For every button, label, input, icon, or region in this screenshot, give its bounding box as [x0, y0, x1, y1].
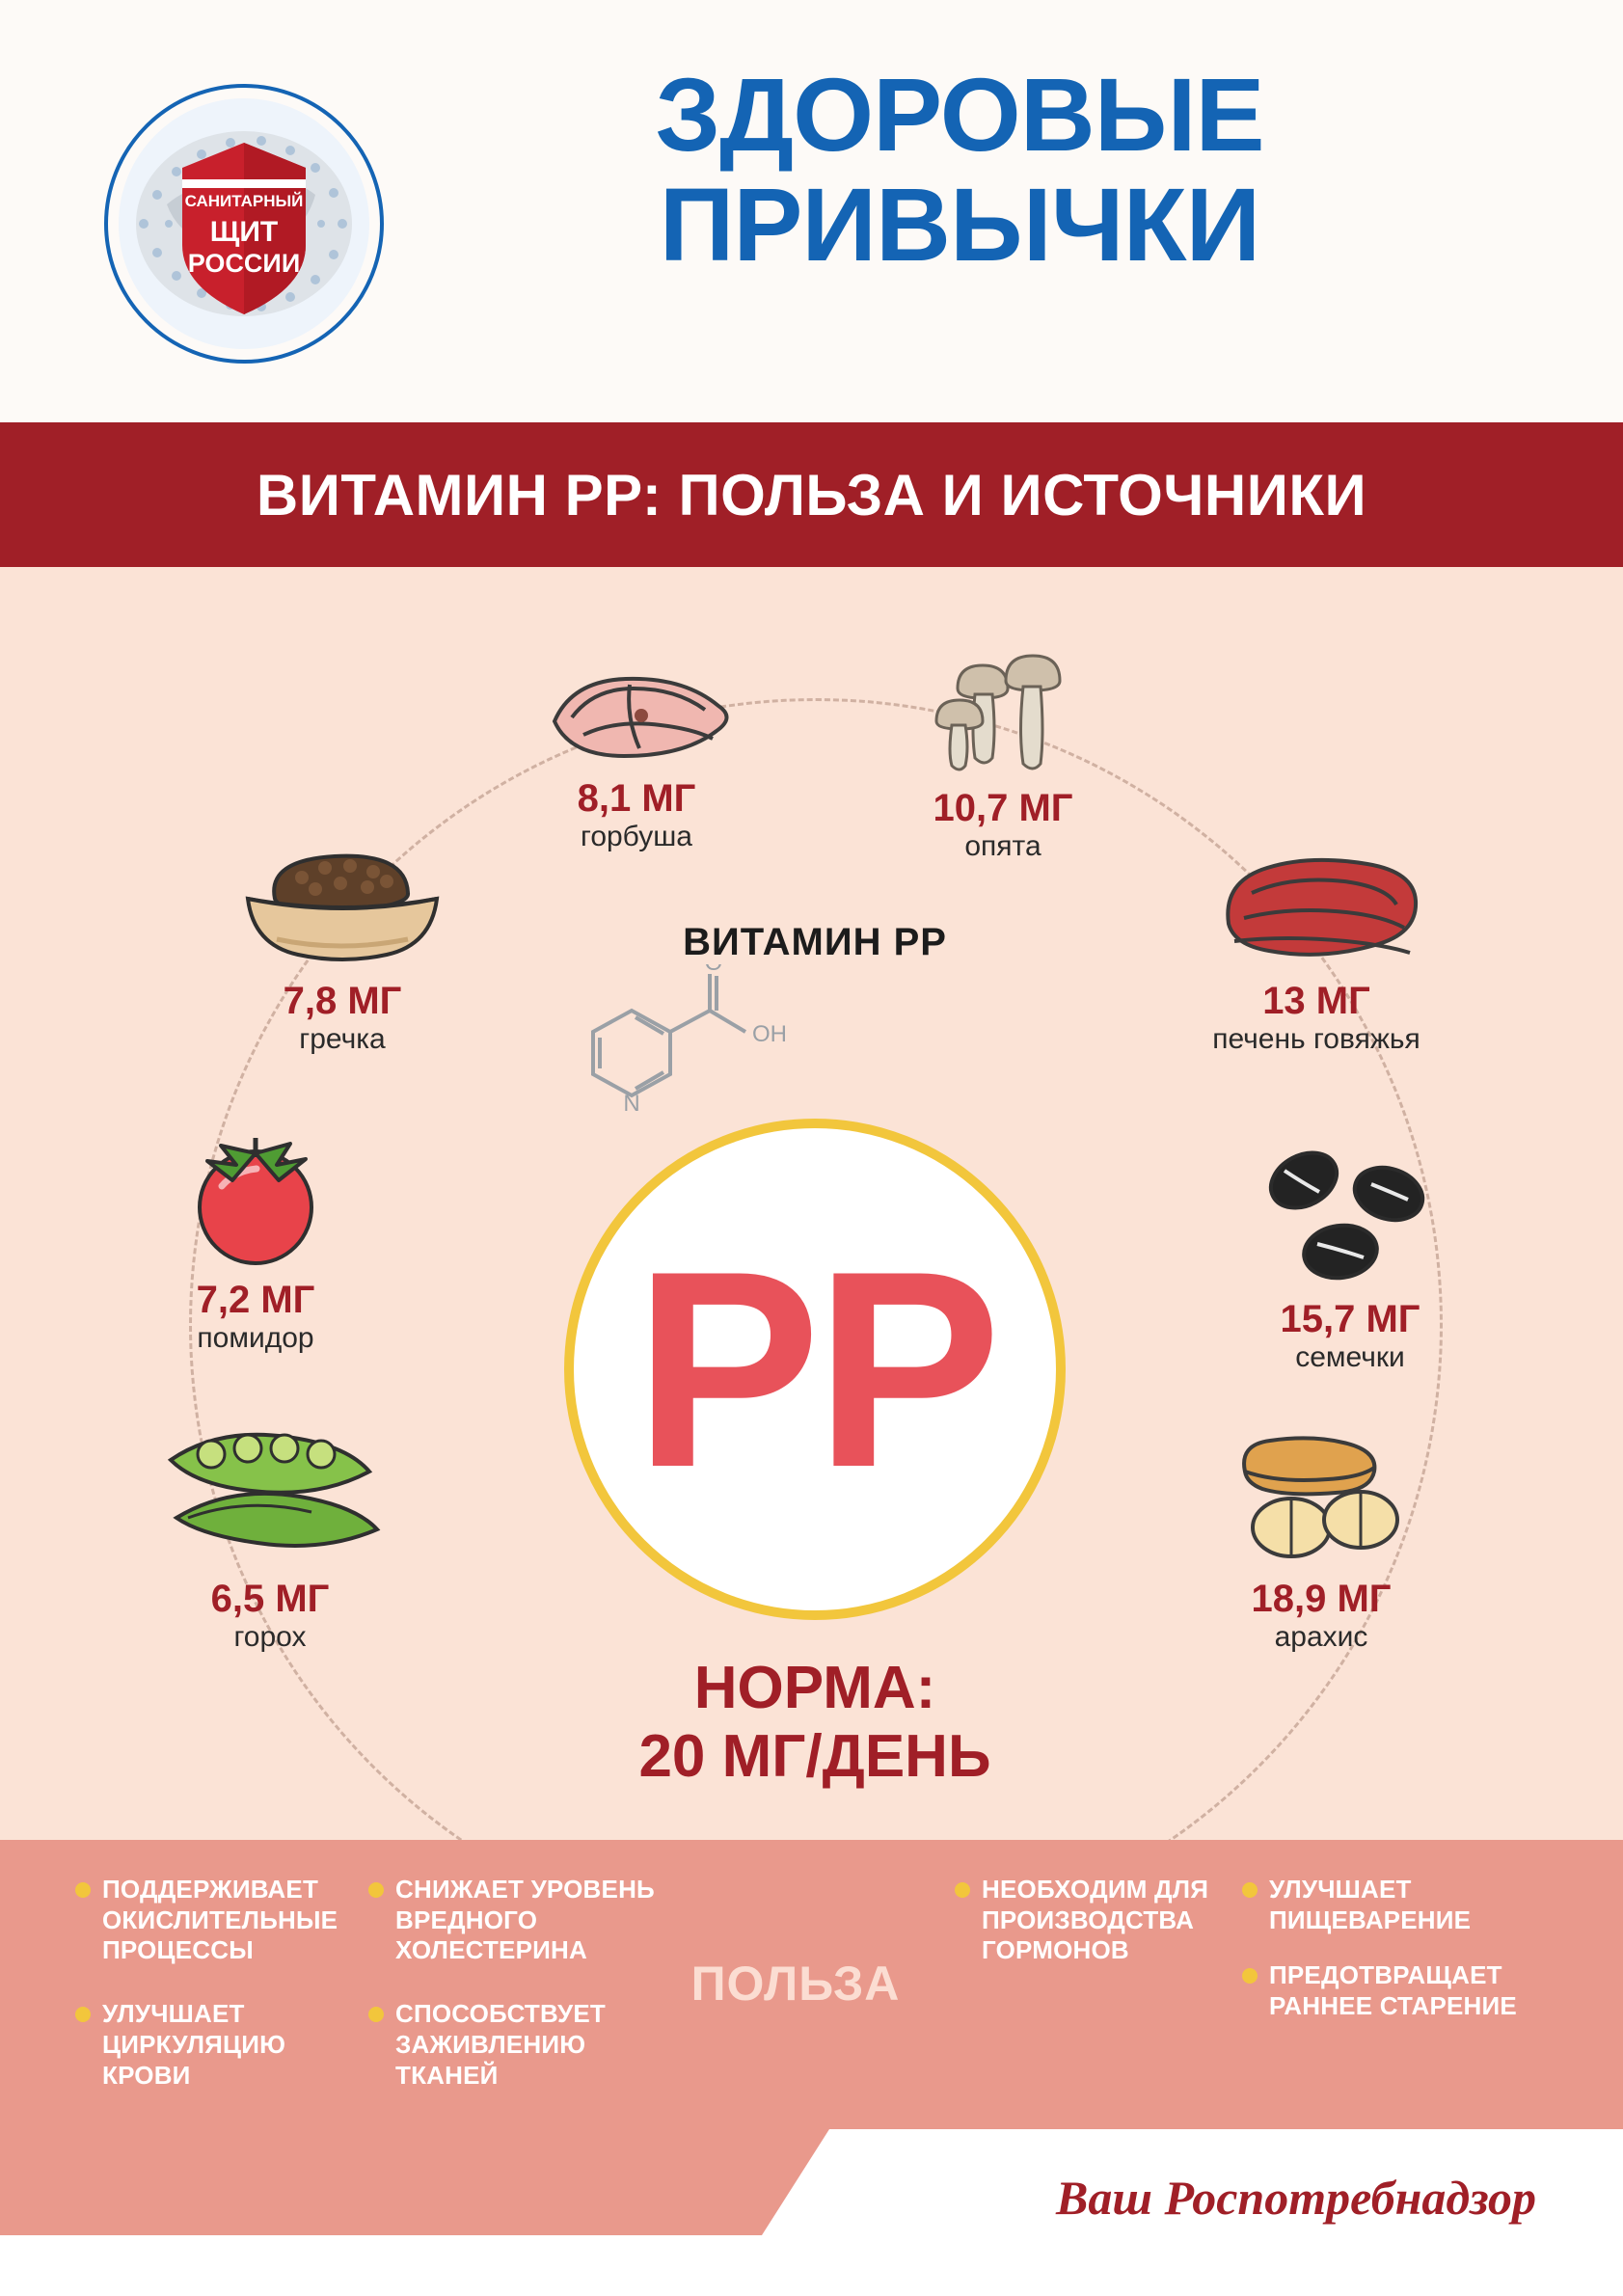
- food-item-name: горох: [233, 1621, 307, 1653]
- food-item-name: арахис: [1274, 1621, 1368, 1653]
- peas-pod-icon: [149, 1418, 391, 1572]
- benefits-column-2: [368, 1875, 658, 2112]
- benefit-text: УЛУЧШАЕТ ПИЩЕВАРЕНИЕ: [1269, 1875, 1472, 1934]
- poster-footer: [0, 2129, 1623, 2296]
- food-item-value: 6,5 МГ: [210, 1578, 330, 1620]
- food-item-value: 10,7 МГ: [933, 787, 1073, 829]
- food-item-peanuts: [1148, 1427, 1495, 1655]
- benefits-title: ПОЛЬЗА: [690, 1957, 901, 2011]
- logo-line1: САНИТАРНЫЙ: [184, 192, 304, 210]
- sunflower-seeds-icon: [1244, 1138, 1456, 1292]
- food-item-peas: [106, 1418, 434, 1655]
- benefit-item: [368, 1875, 658, 1966]
- food-item-value: 8,1 МГ: [577, 777, 696, 820]
- food-item-name: горбуша: [581, 821, 692, 852]
- page-title: [405, 56, 1514, 284]
- benefit-text: НЕОБХОДИМ ДЛЯ ПРОИЗВОДСТВА ГОРМОНОВ: [982, 1875, 1209, 1965]
- footer-accent-shape: [0, 2129, 829, 2235]
- benefit-item: [75, 1875, 345, 1966]
- salmon-steak-icon: [526, 665, 747, 771]
- sanitary-shield-logo: [99, 79, 389, 368]
- food-item-value: 13 МГ: [1262, 980, 1370, 1022]
- food-item-sunflower-seeds: [1191, 1138, 1509, 1375]
- food-item-name: помидор: [197, 1322, 314, 1354]
- bullet-dot-icon: [368, 1882, 384, 1898]
- footer-signature: Ваш Роспотребнадзор: [1055, 2171, 1536, 2225]
- food-item-salmon: [482, 665, 791, 854]
- food-item-name: семечки: [1295, 1341, 1405, 1373]
- food-item-buckwheat: [178, 839, 506, 1057]
- food-item-value: 15,7 МГ: [1280, 1298, 1420, 1340]
- bullet-dot-icon: [75, 2007, 91, 2022]
- vitamin-label: ВИТАМИН РР: [683, 921, 947, 963]
- vitamin-pp-symbol: PP: [634, 1213, 996, 1526]
- molecule-atom-n: N: [623, 1091, 640, 1117]
- bullet-dot-icon: [955, 1882, 970, 1898]
- bullet-dot-icon: [75, 1882, 91, 1898]
- benefit-item: [1242, 1960, 1551, 2021]
- logo-line3: РОССИИ: [187, 249, 301, 278]
- bullet-dot-icon: [1242, 1968, 1258, 1984]
- benefits-column-3: [955, 1875, 1225, 1987]
- food-item-name: опята: [964, 830, 1041, 862]
- benefit-text: ПРЕДОТВРАЩАЕТ РАННЕЕ СТАРЕНИЕ: [1269, 1960, 1517, 2021]
- mushrooms-icon: [902, 646, 1104, 781]
- bullet-dot-icon: [368, 2007, 384, 2022]
- benefit-text: ПОДДЕРЖИВАЕТ ОКИСЛИТЕЛЬНЫЕ ПРОЦЕССЫ: [102, 1875, 338, 1965]
- beef-liver-icon: [1205, 849, 1427, 974]
- molecule-group-oh: OH: [752, 1021, 787, 1047]
- food-item-value: 7,2 МГ: [196, 1279, 315, 1321]
- food-item-tomato: [106, 1119, 405, 1356]
- bullet-dot-icon: [1242, 1882, 1258, 1898]
- tomato-icon: [164, 1119, 347, 1273]
- buckwheat-bowl-icon: [227, 839, 458, 974]
- section-banner: [0, 422, 1623, 567]
- food-item-beef-liver: [1123, 849, 1509, 1057]
- molecule-atom-o: [705, 964, 723, 976]
- page-title-line2: ПРИВЫЧКИ: [659, 166, 1260, 284]
- benefits-column-1: [75, 1875, 345, 2112]
- benefit-text: УЛУЧШАЕТ ЦИРКУЛЯЦИЮ КРОВИ: [102, 1999, 286, 2090]
- benefit-text: СПОСОБСТВУЕТ ЗАЖИВЛЕНИЮ ТКАНЕЙ: [395, 1999, 606, 2090]
- food-item-name: печень говяжья: [1212, 1023, 1420, 1055]
- food-item-mushrooms: [858, 646, 1148, 864]
- benefits-band: [0, 1840, 1623, 2129]
- daily-norm-line1: НОРМА:: [693, 1655, 936, 1721]
- section-banner-text: ВИТАМИН РР: ПОЛЬЗА И ИСТОЧНИКИ: [256, 462, 1367, 527]
- benefit-item: [1242, 1875, 1551, 1935]
- food-item-name: гречка: [299, 1023, 386, 1055]
- logo-line2: ЩИТ: [209, 216, 279, 248]
- peanuts-icon: [1210, 1427, 1432, 1572]
- daily-norm: [506, 1654, 1123, 1792]
- benefits-column-4: [1242, 1875, 1551, 2043]
- food-item-value: 7,8 МГ: [283, 980, 402, 1022]
- benefit-text: СНИЖАЕТ УРОВЕНЬ ВРЕДНОГО ХОЛЕСТЕРИНА: [395, 1875, 655, 1965]
- benefit-item: [368, 1999, 658, 2091]
- benefit-item: [75, 1999, 345, 2091]
- vitamin-pp-badge: [564, 1119, 1066, 1620]
- poster-header: [0, 0, 1623, 422]
- benefit-item: [955, 1875, 1225, 1966]
- page-title-line1: ЗДОРОВЫЕ: [655, 56, 1264, 173]
- daily-norm-line2: 20 МГ/ДЕНЬ: [638, 1723, 991, 1791]
- food-item-value: 18,9 МГ: [1251, 1578, 1392, 1620]
